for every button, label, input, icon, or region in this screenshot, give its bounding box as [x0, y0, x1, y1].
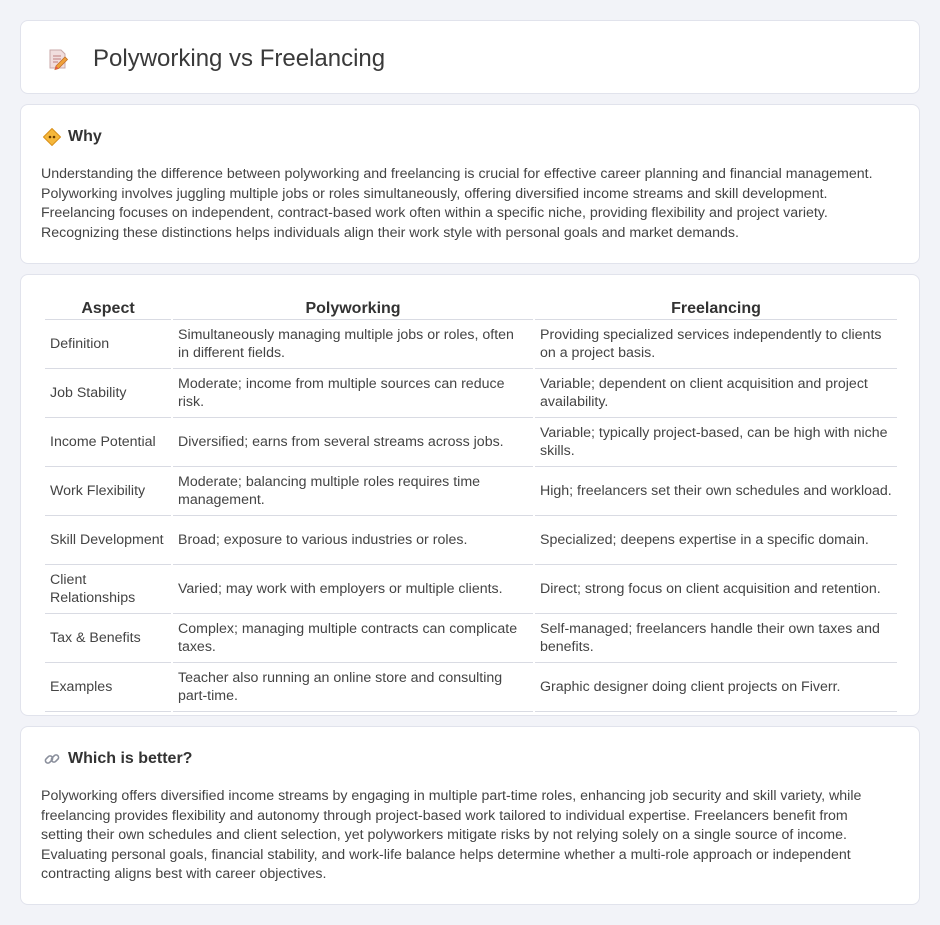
polyworking-cell: Simultaneously managing multiple jobs or roles, often in different fields. [173, 320, 533, 369]
aspect-cell: Definition [45, 320, 171, 369]
polyworking-cell: Diversified; earns from several streams across jobs. [173, 418, 533, 467]
freelancing-cell: Variable; dependent on client acquisition and project availability. [535, 369, 897, 418]
comparison-table-card [20, 274, 920, 716]
aspect-cell: Job Stability [45, 369, 171, 418]
why-heading: Why [68, 128, 102, 145]
column-header-aspect: Aspect [45, 297, 171, 320]
memo-pencil-icon [47, 47, 69, 71]
table-row [45, 467, 897, 516]
column-header-polyworking: Polyworking [173, 297, 533, 320]
why-heading-row [43, 127, 102, 147]
freelancing-cell: Graphic designer doing client projects on Fiverr. [535, 663, 897, 712]
freelancing-cell: Variable; typically project-based, can be high with niche skills. [535, 418, 897, 467]
table-row [45, 565, 897, 614]
which-is-better-section [20, 726, 920, 905]
why-section [20, 104, 920, 264]
column-header-freelancing: Freelancing [535, 297, 897, 320]
better-heading: Which is better? [68, 750, 193, 767]
better-heading-row [43, 749, 192, 769]
freelancing-cell: Specialized; deepens expertise in a specific domain. [535, 516, 897, 565]
aspect-cell: Work Flexibility [45, 467, 171, 516]
table-row [45, 320, 897, 369]
freelancing-cell: Self-managed; freelancers handle their own taxes and benefits. [535, 614, 897, 663]
table-row [45, 614, 897, 663]
freelancing-cell: Direct; strong focus on client acquisition and retention. [535, 565, 897, 614]
polyworking-cell: Teacher also running an online store and consulting part-time. [173, 663, 533, 712]
better-text: Polyworking offers diversified income streams by engaging in multiple part-time roles, enhancing job security and skill variety, while freelancing provides flexibility and autonomy through project-based work tailored to individual expertise. Freelancers benefit from setting their own schedules and client selection, yet polyworkers mitigate risks by not relying solely on a single source of income. Evaluating personal goals, financial stability, and work-life balance helps determine whether a multi-role approach or independent contracting aligns best with career objectives. [41, 788, 862, 882]
why-text: Understanding the difference between polyworking and freelancing is crucial for effective career planning and financial management. Polyworking involves juggling multiple jobs or roles simultaneously, offering diversified income streams and skill development. Freelancing focuses on independent, contract-based work often within a specific niche, providing flexibility and project variety. Recognizing these distinctions helps individuals align their work style with personal goals and market demands. [41, 166, 873, 241]
table-row [45, 516, 897, 565]
table-row [45, 418, 897, 467]
page-title: Polyworking vs Freelancing [93, 45, 386, 72]
freelancing-cell: High; freelancers set their own schedules and workload. [535, 467, 897, 516]
polyworking-cell: Moderate; income from multiple sources can reduce risk. [173, 369, 533, 418]
aspect-cell: Examples [45, 663, 171, 712]
polyworking-cell: Varied; may work with employers or multiple clients. [173, 565, 533, 614]
polyworking-cell: Complex; managing multiple contracts can complicate taxes. [173, 614, 533, 663]
polyworking-cell: Moderate; balancing multiple roles requires time management. [173, 467, 533, 516]
table-row [45, 369, 897, 418]
table-row [45, 663, 897, 712]
comparison-table [43, 297, 899, 712]
aspect-cell: Income Potential [45, 418, 171, 467]
diamond-warning-icon [43, 128, 61, 146]
link-icon [43, 750, 61, 768]
aspect-cell: Client Relationships [45, 565, 171, 614]
title-card [20, 20, 920, 94]
freelancing-cell: Providing specialized services independently to clients on a project basis. [535, 320, 897, 369]
aspect-cell: Skill Development [45, 516, 171, 565]
polyworking-cell: Broad; exposure to various industries or roles. [173, 516, 533, 565]
aspect-cell: Tax & Benefits [45, 614, 171, 663]
table-header-row [45, 297, 897, 320]
